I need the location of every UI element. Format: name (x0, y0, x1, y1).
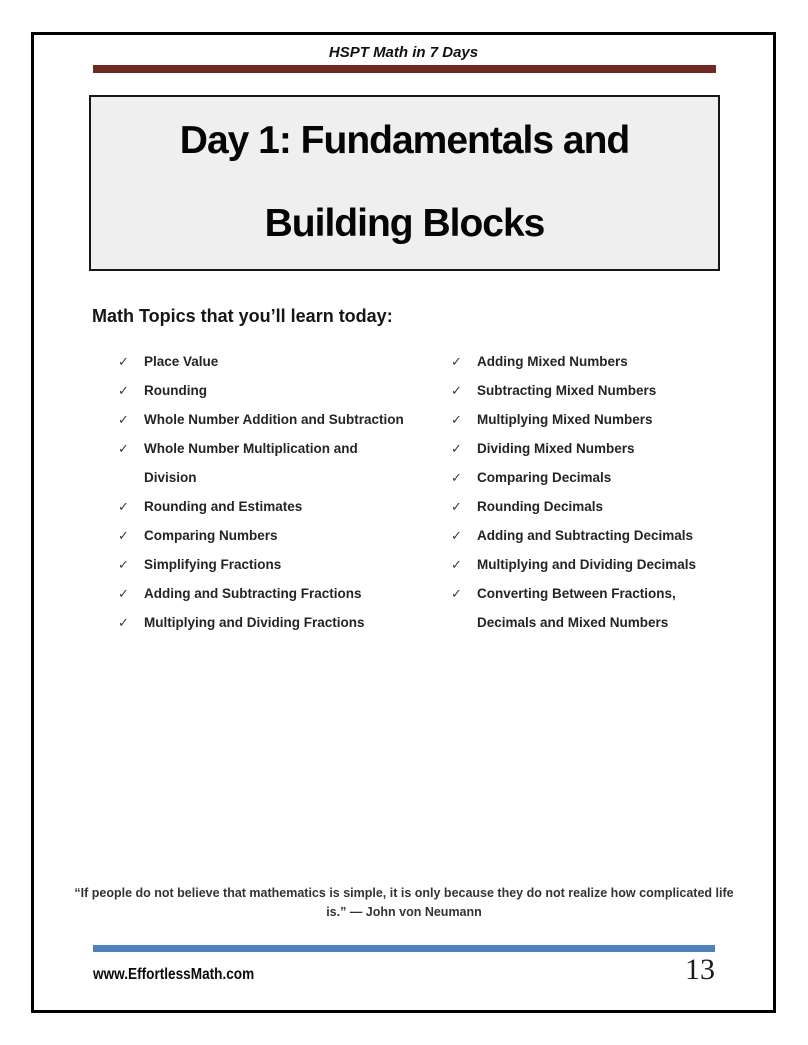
topic-label: Multiplying and Dividing Fractions (144, 615, 365, 630)
checkmark-icon: ✓ (118, 412, 129, 427)
list-item (118, 347, 404, 376)
list-item (118, 492, 404, 521)
topic-label: Dividing Mixed Numbers (477, 441, 635, 456)
topic-label: Subtracting Mixed Numbers (477, 383, 657, 398)
topic-label: Rounding (144, 383, 207, 398)
list-item (118, 550, 404, 579)
list-item (451, 376, 737, 405)
topic-label: Comparing Decimals (477, 470, 612, 485)
list-item (118, 434, 404, 492)
list-item (118, 579, 404, 608)
list-item (451, 347, 737, 376)
checkmark-icon: ✓ (118, 528, 129, 543)
topic-label: Simplifying Fractions (144, 557, 282, 572)
list-item (451, 463, 737, 492)
running-header: HSPT Math in 7 Days (328, 44, 479, 61)
checkmark-icon: ✓ (118, 354, 129, 369)
header-rule (93, 65, 716, 73)
list-item (451, 579, 737, 637)
topic-label: Adding Mixed Numbers (477, 354, 628, 369)
checkmark-icon: ✓ (451, 354, 462, 369)
page-footer (93, 953, 715, 987)
list-item (451, 521, 737, 550)
chapter-title-line1: Day 1: Fundamentals and (179, 119, 630, 162)
list-item (118, 376, 404, 405)
checkmark-icon: ✓ (451, 586, 462, 601)
topics-list-right (451, 347, 737, 637)
checkmark-icon: ✓ (118, 383, 129, 398)
topic-label: Adding and Subtracting Fractions (144, 586, 362, 601)
checkmark-icon: ✓ (118, 499, 129, 514)
checkmark-icon: ✓ (451, 557, 462, 572)
checkmark-icon: ✓ (451, 383, 462, 398)
topic-label: Rounding Decimals (477, 499, 604, 514)
topic-label: Adding and Subtracting Decimals (477, 528, 694, 543)
checkmark-icon: ✓ (118, 615, 129, 630)
topics-list-left (118, 347, 404, 637)
list-item (118, 521, 404, 550)
list-item (118, 405, 404, 434)
checkmark-icon: ✓ (451, 499, 462, 514)
quote-text: “If people do not believe that mathematics is simple, it is only because they do not realize how complicated life is.” — John von Neumann (74, 886, 734, 919)
checkmark-icon: ✓ (118, 441, 129, 456)
topic-label: Multiplying and Dividing Decimals (477, 557, 697, 572)
list-item (451, 405, 737, 434)
list-item (118, 608, 404, 637)
checkmark-icon: ✓ (451, 412, 462, 427)
topic-label: Place Value (144, 354, 219, 369)
checkmark-icon: ✓ (118, 586, 129, 601)
list-item (451, 550, 737, 579)
checkmark-icon: ✓ (451, 528, 462, 543)
checkmark-icon: ✓ (451, 441, 462, 456)
topic-label: Rounding and Estimates (144, 499, 303, 514)
page-number: 13 (685, 953, 715, 986)
chapter-title-line2: Building Blocks (264, 202, 545, 245)
list-item (451, 492, 737, 521)
list-item (451, 434, 737, 463)
topic-label: Whole Number Addition and Subtraction (144, 412, 404, 427)
topic-label: Multiplying Mixed Numbers (477, 412, 653, 427)
topic-label: Comparing Numbers (144, 528, 278, 543)
checkmark-icon: ✓ (451, 470, 462, 485)
chapter-title-box (89, 95, 720, 271)
footer-rule (93, 945, 715, 952)
topic-label: Whole Number Multiplication and Division (144, 441, 358, 485)
website-text: www.EffortlessMath.com (93, 966, 255, 983)
checkmark-icon: ✓ (118, 557, 129, 572)
section-heading: Math Topics that you’ll learn today: (92, 306, 393, 326)
topic-label: Converting Between Fractions, Decimals and Mixed Numbers (477, 586, 676, 630)
